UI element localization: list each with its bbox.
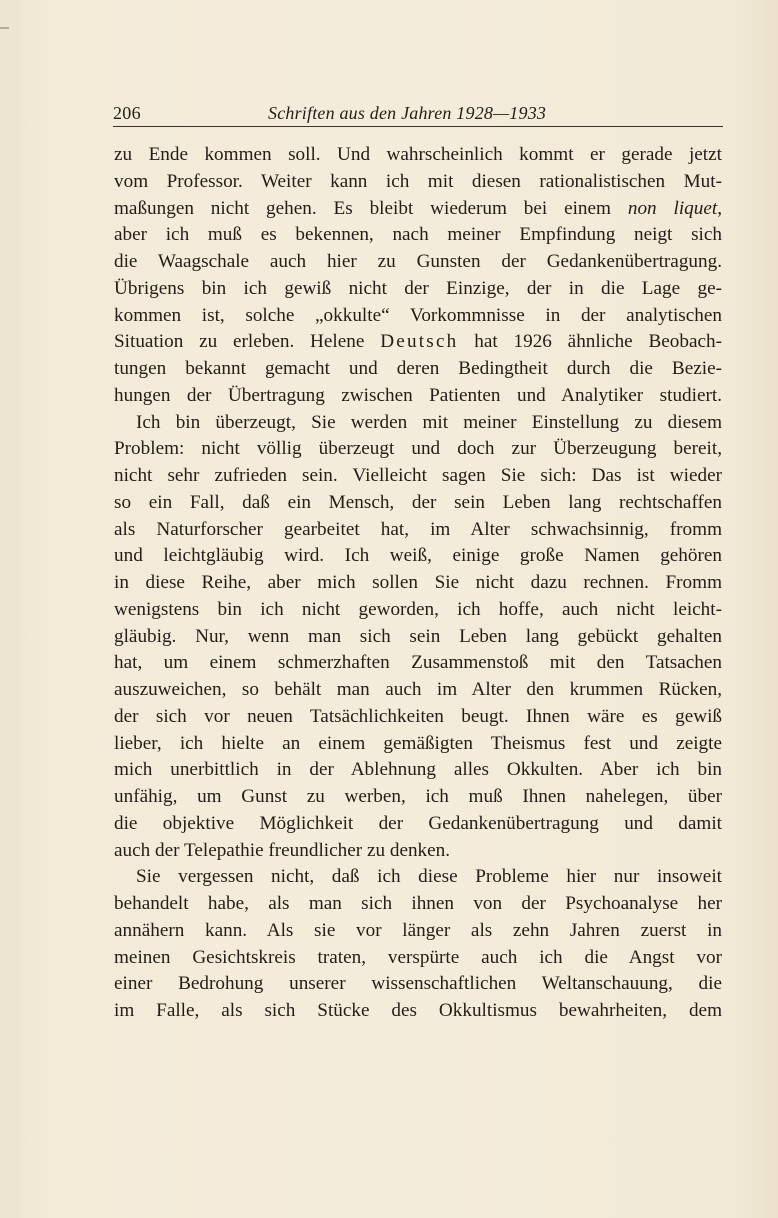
running-title: Schriften aus den Jahren 1928—1933 [268, 103, 547, 123]
page-number: 206 [113, 103, 141, 123]
text-line: aber ich muß es bekennen, nach meiner Empfindung neigt sich [114, 224, 722, 246]
text-line: lieber, ich hielte an einem gemäßigten Theismus fest und zeigte [114, 732, 722, 754]
text-line: gläubig. Nur, wenn man sich sein Leben lang gebückt gehalten [114, 625, 722, 647]
text-line [114, 329, 722, 356]
text-segment: hat 1926 ähnliche Beobach- [458, 331, 722, 353]
text-line: als Naturforscher gearbeitet hat, im Alter schwachsinnig, fromm [114, 518, 722, 540]
text-line: Übrigens bin ich gewiß nicht der Einzige, der in die Lage ge- [114, 277, 722, 299]
text-line: wenigstens bin ich nicht geworden, ich hoffe, auch nicht leicht- [114, 598, 722, 620]
text-line: einer Bedrohung unserer wissenschaftlichen Weltanschauung, die [114, 973, 722, 995]
text-line: nicht sehr zufrieden sein. Vielleicht sagen Sie sich: Das ist wieder [114, 465, 722, 486]
text-line: hat, um einem schmerzhaften Zusammenstoß mit den Tatsachen [114, 652, 722, 674]
page-header [113, 103, 723, 125]
text-line: auszuweichen, so behält man auch im Alter den krummen Rücken, [114, 679, 722, 700]
text-line: kommen ist, solche „okkulte“ Vorkommnisse in der analytischen [114, 304, 722, 326]
text-line: Sie vergessen nicht, daß ich diese Probleme hier nur insoweit [136, 866, 722, 888]
text-line: tungen bekannt gemacht und deren Bedingtheit durch die Bezie- [114, 358, 722, 379]
spaced-name: Deutsch [380, 331, 459, 353]
text-line: vom Professor. Weiter kann ich mit diesen rationalistischen Mut- [114, 170, 722, 192]
text-line: zu Ende kommen soll. Und wahrscheinlich kommt er gerade jetzt [114, 144, 722, 165]
text-line: auch der Telepathie freundlicher zu denken. [114, 839, 451, 861]
text-line: Problem: nicht völlig überzeugt und doch zur Überzeugung bereit, [114, 438, 722, 460]
text-segment: maßungen nicht gehen. Es bleibt wiederum bei einem [114, 197, 628, 219]
text-line: hungen der Übertragung zwischen Patienten und Analytiker studiert. [114, 384, 722, 406]
page-edge-mark [0, 27, 9, 29]
text-segment: , [717, 197, 722, 219]
text-line: der sich vor neuen Tatsächlichkeiten beugt. Ihnen wäre es gewiß [114, 705, 722, 727]
emphasis-text: non liquet [627, 197, 718, 219]
text-segment: Situation zu erleben. Helene [114, 331, 381, 353]
text-line: in diese Reihe, aber mich sollen Sie nicht dazu rechnen. Fromm [114, 572, 722, 593]
text-line [114, 196, 722, 223]
text-line: meinen Gesichtskreis traten, verspürte auch ich die Angst vor [114, 946, 722, 968]
text-line: mich unerbittlich in der Ablehnung alles Okkulten. Aber ich bin [114, 759, 722, 781]
text-line: so ein Fall, daß ein Mensch, der sein Leben lang rechtschaffen [114, 491, 722, 513]
text-line: Ich bin überzeugt, Sie werden mit meiner Einstellung zu diesem [136, 411, 722, 433]
text-line: und leichtgläubig wird. Ich weiß, einige große Namen gehören [114, 545, 722, 567]
header-rule [113, 126, 723, 127]
text-line: im Falle, als sich Stücke des Okkultismus bewahrheiten, dem [114, 1000, 722, 1021]
text-line: die objektive Möglichkeit der Gedankenübertragung und damit [114, 812, 722, 834]
text-line: unfähig, um Gunst zu werben, ich muß Ihnen nahelegen, über [114, 786, 722, 807]
body-text [114, 142, 722, 1025]
text-line: behandelt habe, als man sich ihnen von der Psychoanalyse her [114, 893, 722, 914]
text-line: annähern kann. Als sie vor länger als zehn Jahren zuerst in [114, 919, 722, 941]
text-line: die Waagschale auch hier zu Gunsten der Gedankenübertragung. [114, 251, 722, 272]
